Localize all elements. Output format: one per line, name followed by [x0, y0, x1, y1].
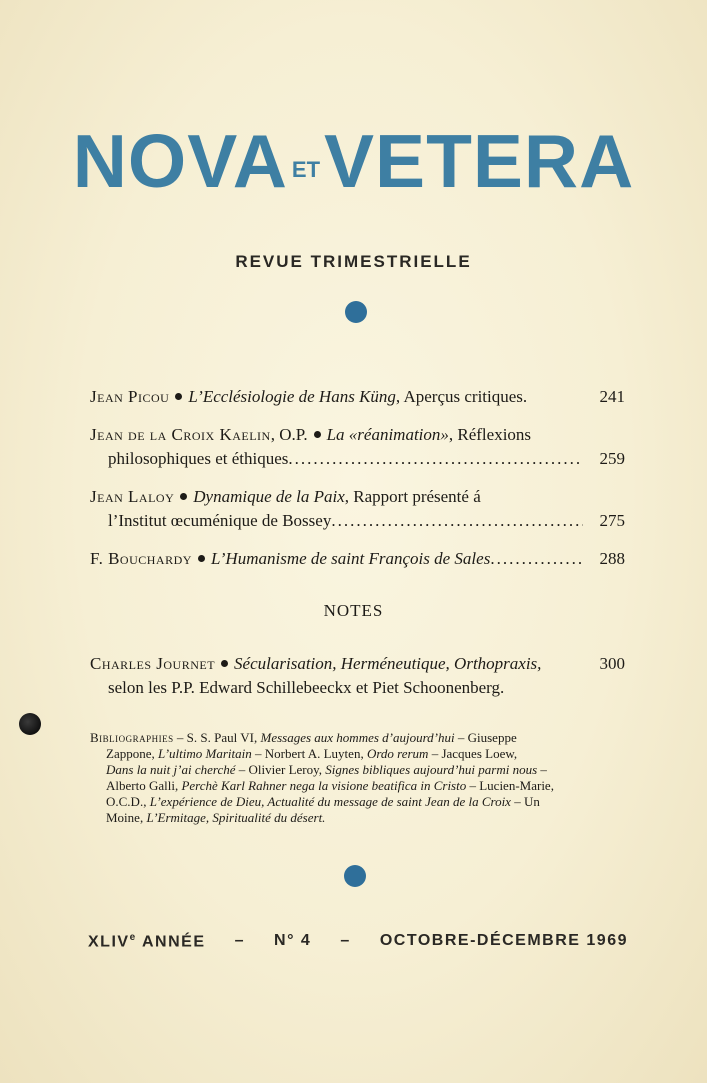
bullet-icon	[180, 493, 187, 500]
volume-year	[88, 932, 206, 951]
biblio-text: O.C.D.,	[106, 794, 150, 809]
biblio-title: Signes bibliques aujourd’hui parmi nous	[325, 762, 538, 777]
biblio-text: – Jacques Loew,	[428, 746, 518, 761]
biblio-text: Moine,	[106, 810, 147, 825]
toc-subtitle-line2: l’Institut œcuménique de Bossey	[108, 511, 332, 530]
toc-subtitle-line2: philosophiques et éthiques	[108, 449, 289, 468]
biblio-title: Perchè Karl Rahner nega la visione beatifica in Cristo	[181, 778, 467, 793]
biblio-title: Dans la nuit j’ai cherché	[106, 762, 236, 777]
biblio-text: – Giuseppe	[454, 730, 517, 745]
biblio-text: – Olivier Leroy,	[235, 762, 326, 777]
biblio-text: – Lucien-Marie,	[466, 778, 554, 793]
leader-dots	[288, 447, 583, 471]
biblio-text: – S. S. Paul VI,	[173, 730, 261, 745]
notes-section	[90, 652, 625, 700]
bibliographies	[90, 730, 623, 826]
title-word-vetera: VETERA	[324, 119, 635, 203]
toc-entry-picou	[90, 385, 625, 409]
ornament-dot-bottom	[344, 865, 366, 887]
title-word-nova: NOVA	[72, 119, 288, 203]
toc-entry-laloy	[90, 485, 625, 533]
year-roman: XLIV	[88, 933, 130, 951]
notes-subtitle: selon les P.P. Edward Schillebeeckx et Piet Schoonenberg.	[108, 678, 505, 697]
toc-page: 275	[599, 511, 625, 530]
binding-hole	[19, 713, 41, 735]
issue-number: N° 4	[274, 932, 312, 949]
toc-subtitle: , Réflexions	[448, 425, 532, 444]
biblio-text: – Norbert A. Luyten,	[251, 746, 367, 761]
leader-dots	[331, 509, 583, 533]
biblio-text: – Un	[510, 794, 540, 809]
toc-entry-bouchardy	[90, 547, 625, 571]
biblio-title: L’Ermitage, Spiritualité du désert.	[146, 810, 326, 825]
journal-title	[0, 118, 707, 204]
biblio-text: Alberto Galli,	[106, 778, 182, 793]
toc-entry-kaelin	[90, 423, 625, 471]
toc-author: Jean de la Croix Kaelin	[90, 425, 271, 444]
notes-heading: NOTES	[323, 601, 384, 620]
biblio-title: L’ultimo Maritain	[157, 746, 252, 761]
issue-footer	[88, 932, 628, 951]
toc-author: F. Bouchardy	[90, 549, 192, 568]
issue-period: OCTOBRE-DÉCEMBRE 1969	[379, 932, 628, 949]
biblio-title: Ordo rerum	[366, 746, 429, 761]
biblio-label: Bibliographies	[90, 730, 174, 745]
biblio-text: –	[537, 762, 547, 777]
toc-title: L’Humanisme de saint François de Sales	[210, 549, 491, 568]
toc-title: La «réanimation»	[326, 425, 449, 444]
toc-subtitle: , Aperçus critiques.	[395, 387, 528, 406]
bullet-icon	[314, 431, 321, 438]
subtitle: REVUE TRIMESTRIELLE	[235, 252, 472, 271]
footer-dash: –	[234, 932, 245, 949]
ornament-dot-top	[345, 301, 367, 323]
toc-author: Jean Picou	[90, 387, 170, 406]
toc-page: 288	[599, 549, 625, 568]
title-word-et: ET	[291, 157, 321, 182]
notes-author: Charles Journet	[90, 654, 216, 673]
toc-page: 259	[599, 449, 625, 468]
notes-page: 300	[599, 654, 625, 673]
bullet-icon	[198, 555, 205, 562]
biblio-title: L’expérience de Dieu, Actualité du message de saint Jean de la Croix	[149, 794, 511, 809]
table-of-contents	[90, 385, 625, 585]
bullet-icon	[221, 660, 228, 667]
toc-author-suffix: , O.P.	[270, 425, 308, 444]
bullet-icon	[175, 393, 182, 400]
toc-title: L’Ecclésiologie de Hans Küng	[188, 387, 396, 406]
leader-dots	[490, 547, 583, 571]
toc-author: Jean Laloy	[90, 487, 175, 506]
year-word: ANNÉE	[141, 933, 206, 951]
footer-dash: –	[340, 932, 351, 949]
biblio-title: Messages aux hommes d’aujourd’hui	[260, 730, 455, 745]
year-sup: e	[129, 932, 137, 943]
toc-title: Dynamique de la Paix	[193, 487, 345, 506]
biblio-text: Zappone,	[106, 746, 158, 761]
toc-page: 241	[599, 387, 625, 406]
toc-subtitle: , Rapport présenté á	[344, 487, 481, 506]
notes-title: Sécularisation, Herméneutique, Orthopraxis,	[234, 654, 542, 673]
